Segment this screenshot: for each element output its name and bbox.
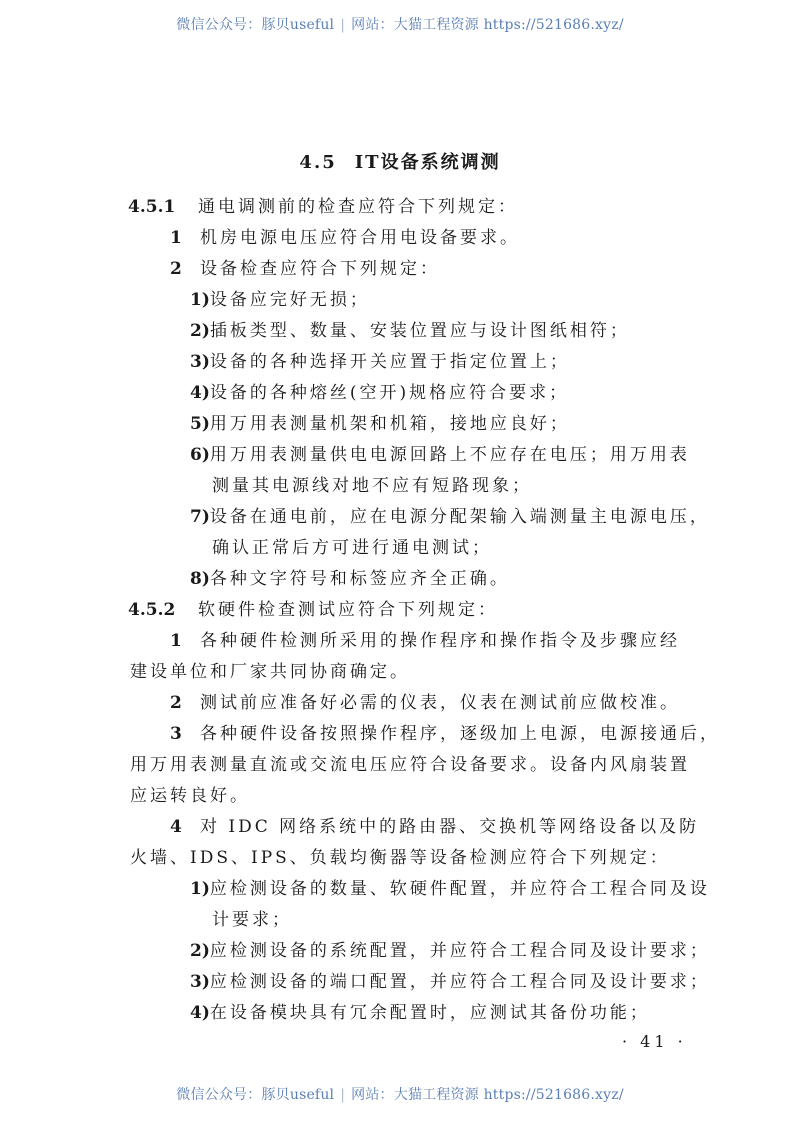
item-text: 各种硬件设备按照操作程序，逐级加上电源，电源接通后， — [200, 724, 720, 744]
item-2 — [170, 692, 680, 714]
item-2 — [170, 258, 440, 280]
subitem-8 — [190, 568, 510, 590]
subitem-number: 4) — [190, 383, 210, 403]
watermark-site: 网站：大猫工程资源 https://521686.xyz/ — [351, 17, 624, 33]
item-text: 建设单位和厂家共同协商确定。 — [130, 662, 410, 682]
subitem-2 — [190, 320, 630, 342]
subitem-number: 3) — [190, 352, 210, 372]
watermark-top — [0, 14, 800, 34]
subitem-1 — [190, 289, 370, 311]
subitem-1-cont — [212, 909, 292, 931]
clause-number: 4.5.2 — [128, 600, 176, 620]
subitem-text: 应检测设备的系统配置，并应符合工程合同及设计要求； — [209, 941, 710, 961]
subitem-text: 各种文字符号和标签应齐全正确。 — [209, 569, 510, 589]
item-text: 设备检查应符合下列规定： — [200, 259, 440, 279]
section-number: 4.5 — [299, 152, 337, 173]
watermark-bottom — [0, 1084, 800, 1104]
clause-text: 通电调测前的检查应符合下列规定： — [198, 197, 518, 217]
item-3-cont — [130, 754, 690, 776]
subitem-number: 1) — [190, 879, 210, 899]
subitem-3 — [190, 971, 710, 993]
item-text: 机房电源电压应符合用电设备要求。 — [200, 228, 520, 248]
clause-4-5-2 — [128, 599, 498, 621]
item-4-cont — [130, 847, 670, 869]
clause-text: 软硬件检查测试应符合下列规定： — [198, 600, 498, 620]
subitem-number: 6) — [190, 445, 210, 465]
subitem-number: 8) — [190, 569, 210, 589]
subitem-text: 设备在通电前，应在电源分配架输入端测量主电源电压， — [209, 507, 710, 527]
subitem-text: 用万用表测量供电电源回路上不应存在电压；用万用表 — [209, 445, 690, 465]
subitem-4 — [190, 1002, 650, 1024]
item-text: 应运转良好。 — [130, 786, 250, 806]
subitem-text: 用万用表测量机架和机箱，接地应良好； — [209, 414, 570, 434]
item-number: 2 — [170, 693, 182, 713]
watermark-site: 网站：大猫工程资源 https://521686.xyz/ — [351, 1087, 624, 1103]
item-text: 测试前应准备好必需的仪表，仪表在测试前应做校准。 — [200, 693, 680, 713]
watermark-wechat: 微信公众号：豚贝useful — [176, 17, 335, 33]
item-text: 对 IDC 网络系统中的路由器、交换机等网络设备以及防 — [200, 817, 700, 837]
item-number: 1 — [170, 631, 182, 651]
item-text: 各种硬件检测所采用的操作程序和操作指令及步骤应经 — [200, 631, 680, 651]
item-text: 用万用表测量直流或交流电压应符合设备要求。设备内风扇装置 — [130, 755, 690, 775]
subitem-number: 7) — [190, 507, 210, 527]
subitem-3 — [190, 351, 570, 373]
subitem-text: 设备应完好无损； — [209, 290, 370, 310]
subitem-number: 4) — [190, 1003, 210, 1023]
page-number: · 41 · — [622, 1032, 687, 1051]
watermark-wechat: 微信公众号：豚贝useful — [176, 1087, 335, 1103]
section-title — [0, 148, 800, 174]
subitem-number: 2) — [190, 941, 210, 961]
subitem-6-cont — [212, 475, 532, 497]
subitem-7 — [190, 506, 710, 528]
item-3-cont-2 — [130, 785, 250, 807]
watermark-separator: | — [340, 1087, 346, 1103]
subitem-text: 插板类型、数量、安装位置应与设计图纸相符； — [209, 321, 630, 341]
item-1 — [170, 630, 680, 652]
subitem-number: 5) — [190, 414, 210, 434]
subitem-2 — [190, 940, 710, 962]
subitem-4 — [190, 382, 569, 404]
section-heading: IT设备系统调测 — [354, 152, 501, 173]
subitem-text: 计要求； — [212, 910, 292, 930]
item-number: 2 — [170, 259, 182, 279]
item-1 — [170, 227, 520, 249]
subitem-text: 设备的各种熔丝(空开)规格应符合要求； — [209, 383, 570, 403]
subitem-text: 应检测设备的端口配置，并应符合工程合同及设计要求； — [209, 972, 710, 992]
subitem-7-cont — [212, 537, 492, 559]
item-number: 4 — [170, 817, 182, 837]
subitem-6 — [190, 444, 690, 466]
subitem-text: 在设备模块具有冗余配置时，应测试其备份功能； — [209, 1003, 650, 1023]
subitem-number: 3) — [190, 972, 210, 992]
item-number: 1 — [170, 228, 182, 248]
watermark-separator: | — [340, 17, 346, 33]
subitem-number: 2) — [190, 321, 210, 341]
item-number: 3 — [170, 724, 182, 744]
subitem-number: 1) — [190, 290, 210, 310]
subitem-1 — [190, 878, 710, 900]
item-3 — [170, 723, 720, 745]
subitem-5 — [190, 413, 570, 435]
subitem-text: 确认正常后方可进行通电测试； — [212, 538, 492, 558]
subitem-text: 测量其电源线对地不应有短路现象； — [212, 476, 532, 496]
item-1-cont — [130, 661, 410, 683]
subitem-text: 设备的各种选择开关应置于指定位置上； — [209, 352, 570, 372]
clause-number: 4.5.1 — [128, 197, 176, 217]
item-text: 火墙、IDS、IPS、负载均衡器等设备检测应符合下列规定： — [130, 848, 670, 868]
item-4 — [170, 816, 699, 838]
clause-4-5-1 — [128, 196, 518, 218]
subitem-text: 应检测设备的数量、软硬件配置，并应符合工程合同及设 — [209, 879, 710, 899]
